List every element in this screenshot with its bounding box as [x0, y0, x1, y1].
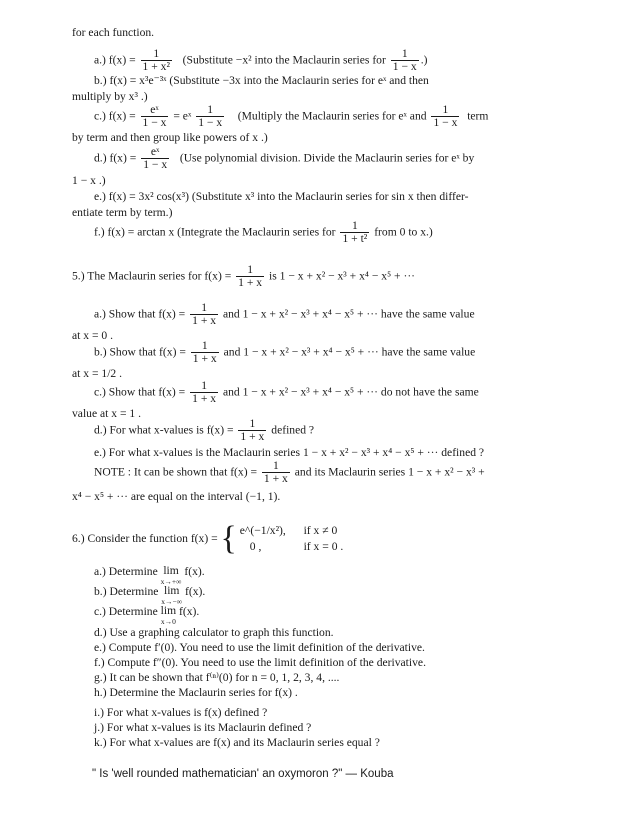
fraction: $\frac{1}{1 - x}$	[198, 103, 223, 130]
p6-item-a: a.) Determine lim x→+∞ f(x).	[94, 564, 205, 586]
p6-item-i: i.) For what x-values is f(x) defined ?	[94, 706, 268, 719]
fraction: $\frac{\text{eˣ}}{1 - x}$	[142, 103, 167, 130]
p4-item-e: e.) f(x) = 3x² cos(x³) (Substitute x³ into the Maclaurin series for sin x then differ-	[94, 190, 469, 203]
p6-item-g: g.) It can be shown that f⁽ⁿ⁾(0) for n = 0, 1, 2, 3, 4, ....	[94, 671, 340, 684]
fraction: $\frac{1}{1 + x}$	[192, 301, 217, 328]
fraction: $\frac{1}{\text{1 + t²}}$	[342, 219, 368, 246]
p5-heading: 5.) The Maclaurin series for f(x) = $\frac{1}{1 + x}$ is 1 − x + x² − x³ + x⁴ − x⁵ + ···	[72, 263, 416, 290]
p5-item-a: a.) Show that f(x) = $\frac{1}{1 + x}$ and 1 − x + x² − x³ + x⁴ − x⁵ + ··· have the same value	[94, 301, 475, 328]
limit: lim x→−∞	[161, 584, 183, 606]
p4-item-b-cont: multiply by x³ .)	[72, 90, 148, 103]
closing-quote: " Is 'well rounded mathematician' an oxymoron ?" — Kouba	[92, 768, 394, 780]
p5-note: NOTE : It can be shown that f(x) = $\frac{1}{1 + x}$ and its Maclaurin series 1 − x + x² − x³ +	[94, 459, 485, 486]
p4-item-d: d.) f(x) = $\frac{\text{eˣ}}{1 - x}$ (Use polynomial division. Divide the Maclaurin series for eˣ by	[94, 145, 475, 172]
p6-item-e: e.) Compute f′(0). You need to use the limit definition of the derivative.	[94, 641, 425, 654]
fraction: $\frac{\text{eˣ}}{1 - x}$	[143, 145, 168, 172]
p6-heading: 6.) Consider the function f(x) = { e^(−1/x²), if x ≠ 0 0 , if x = 0 .	[72, 520, 344, 557]
fraction: $\frac{1}{1 + x}$	[192, 379, 217, 406]
p6-item-j: j.) For what x-values is its Maclaurin defined ?	[94, 721, 312, 734]
p5-item-a-cont: at x = 0 .	[72, 329, 113, 342]
p6-item-h: h.) Determine the Maclaurin series for f(x) .	[94, 686, 298, 699]
p5-item-e: e.) For what x-values is the Maclaurin series 1 − x + x² − x³ + x⁴ − x⁵ + ··· defined ?	[94, 446, 485, 459]
p4-item-a: a.) f(x) = $\frac{1}{\text{1 + x²}}$ (Substitute −x² into the Maclaurin series for $\frac{1}{1 - x}$ .)	[94, 47, 428, 74]
p5-item-b: b.) Show that f(x) = $\frac{1}{1 + x}$ and 1 − x + x² − x³ + x⁴ − x⁵ + ··· have the same value	[94, 339, 476, 366]
p4-item-d-cont: 1 − x .)	[72, 174, 106, 187]
fraction: $\frac{1}{1 + x}$	[238, 263, 263, 290]
p4-item-c-cont: by term and then group like powers of x .)	[72, 131, 268, 144]
piecewise-cases: e^(−1/x²), if x ≠ 0 0 , if x = 0 .	[239, 524, 344, 553]
left-brace: {	[220, 520, 237, 557]
p5-note-cont: x⁴ − x⁵ + ··· are equal on the interval (−1, 1).	[72, 490, 281, 503]
p6-item-k: k.) For what x-values are f(x) and its Maclaurin series equal ?	[94, 736, 380, 749]
p4-item-f: f.) f(x) = arctan x (Integrate the Maclaurin series for $\frac{1}{\text{1 + t²}}$ from 0 to x.)	[94, 219, 433, 246]
p6-item-b: b.) Determine lim x→−∞ f(x).	[94, 584, 206, 606]
p6-item-d: d.) Use a graphing calculator to graph this function.	[94, 626, 334, 639]
limit: lim x→+∞	[160, 564, 182, 586]
p6-item-f: f.) Compute f″(0). You need to use the limit definition of the derivative.	[94, 656, 426, 669]
limit: lim x→0	[160, 604, 177, 626]
p5-item-d: d.) For what x-values is f(x) = $\frac{1}{1 + x}$ defined ?	[94, 417, 315, 444]
fraction: $\frac{1}{1 - x}$	[392, 47, 417, 74]
intro-text: for each function.	[72, 26, 155, 39]
p5-item-b-cont: at x = 1/2 .	[72, 367, 123, 380]
p4-item-e-cont: entiate term by term.)	[72, 206, 173, 219]
fraction: $\frac{1}{1 - x}$	[433, 103, 458, 130]
fraction: $\frac{1}{1 + x}$	[240, 417, 265, 444]
p6-item-c: c.) Determine lim x→0 f(x).	[94, 604, 200, 626]
p5-item-c-cont: value at x = 1 .	[72, 407, 141, 420]
fraction: $\frac{1}{1 + x}$	[192, 339, 217, 366]
p5-item-c: c.) Show that f(x) = $\frac{1}{1 + x}$ and 1 − x + x² − x³ + x⁴ − x⁵ + ··· do not have the same	[94, 379, 479, 406]
fraction: $\frac{1}{\text{1 + x²}}$	[142, 47, 170, 74]
fraction: $\frac{1}{1 + x}$	[263, 459, 288, 486]
p4-item-b: b.) f(x) = x³e⁻³ˣ (Substitute −3x into the Maclaurin series for eˣ and then	[94, 74, 429, 87]
p4-item-c: c.) f(x) = $\frac{\text{eˣ}}{1 - x}$ = eˣ $\frac{1}{1 - x}$ (Multiply the Maclaurin series for eˣ and $\frac{1}{1 - x}$ term	[94, 103, 489, 130]
